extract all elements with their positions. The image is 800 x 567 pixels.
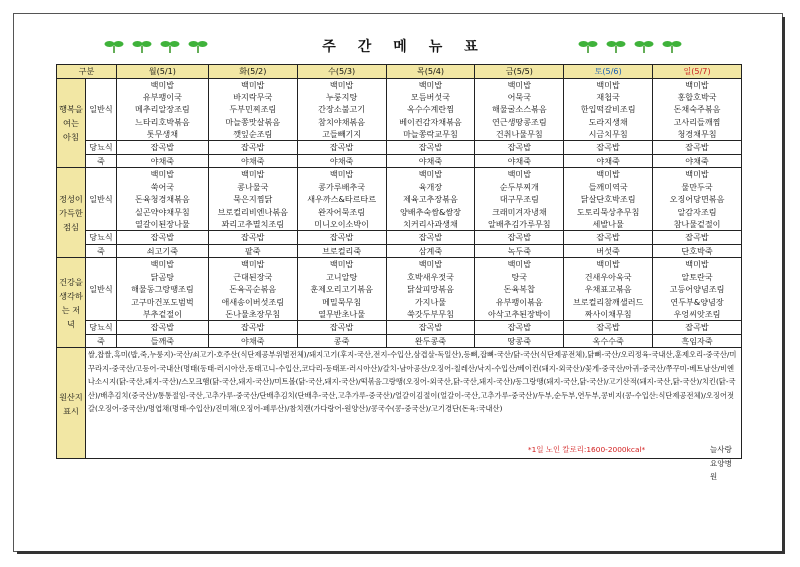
menu-cell-fri [475,258,564,321]
origin-text: 쌀,찹쌀,흑미(밥,죽,누룽지)-국산/쇠고기-호주산(식단제공부위별전체)/돼지고기(후지-국산,전지-수입산,삼겹살-독일산),등뼈,잡뼈-국산/닭-국산(식단제공전체),닭뼈-국산/오리정육-국내산,훈제오리-중국산/미꾸라지-중국산/고등어-국내산(명태(동태-러시아산,동태고니-수입산,코다리-동태포-러시아산)/갈치-남아공산/오징어-칠레산/낙지-수입산/베이컨(돼지-외국산)/꽃게-중국산/아귀-중국산/쭈꾸미-베트남산/비엔나소시지(닭-국산,돼지-국산)/스모크햄(닭-국산,돼지-국산)/미트볼(닭-국산,돼지-국산)/떡볶음그랑땡(오징어-외국산,닭-국산,돼지-국산)/동그랑땡(돼지-국산,닭-국산)/고기산적(돼지-국산,닭-국산)/치킨(닭-국산)/배추김치(중국산)/통통절임-국산,고추가루-중국산/단배추김치(단배추-국산,고추가루-중국산)/얼갈이김절이(얼갈이-국산,고추가루-중국산)/두부,순두부,연두부,콩비지(콩-수입산:식단제공전체)/오징어젓갈(오징어-중국산)/명엽채(명태-수입산)/진미채(오징어-페루산)/참치캔(가다랑어-원양산)/콩국수(콩-중국산)/고기경단(돈육:국내산) *1일 노인 칼로리:1600-2000kcal* 늘사랑요양병원 [85,348,741,459]
porridge-meal-cell-sat: 야채죽 [564,154,653,168]
dish-item: 백미밥 [241,259,265,270]
meal-section-label: 정성이 가득한 점심 [57,168,86,258]
meal-regular-row [57,168,742,231]
dish-item: 백미밥 [329,79,354,90]
dish-item: 유부팽이볶음 [495,296,543,307]
dish-item: 짜사이채무침 [584,308,632,319]
porridge-meal-label: 죽 [85,154,116,168]
porridge-meal-cell-tue: 야채죽 [208,154,297,168]
diabetic-meal-cell-wed: 잡곡밥 [297,141,386,155]
dish-item: 돈육복찹 [503,284,535,295]
meal-regular-row [57,78,742,141]
menu-cell-thu [386,78,475,141]
dish-item: 돈나물초장무침 [225,308,281,319]
dish-item: 한입떡갈비조림 [580,104,636,115]
dish-item: 대구무조림 [499,194,539,205]
dish-item: 고구마건포도범벅 [131,296,194,307]
meal-section-label: 행복을 여는 아침 [57,78,86,168]
dish-item: 들깨미역국 [588,181,628,192]
dish-item: 깻잎순조림 [233,129,273,140]
menu-cell-fri [475,168,564,231]
dish-item: 시금치무침 [588,129,628,140]
dish-item: 백미밥 [596,169,620,180]
dish-item: 톳무생채 [146,129,179,140]
header-day-wed: 수(5/3) [297,65,386,79]
dish-item: 양배추숙쌈&쌈장 [399,206,461,217]
porridge-meal-cell-wed: 콩죽 [297,334,386,348]
dish-item: 완자어묵조림 [318,206,366,217]
diabetic-meal-cell-mon: 잡곡밥 [116,321,208,335]
menu-cell-wed [297,258,386,321]
diabetic-meal-cell-fri: 잡곡밥 [475,231,564,245]
dish-item: 어묵국 [507,91,532,102]
menu-cell-tue [208,78,297,141]
menu-cell-sat [564,168,653,231]
meal-section-label: 건강을 생각하는 저녁 [57,258,86,348]
dish-item: 백미밥 [150,259,175,270]
porridge-meal-cell-tue: 팥죽 [208,244,297,258]
meal-regular-row [57,258,742,321]
diabetic-meal-cell-mon: 잡곡밥 [116,231,208,245]
regular-meal-label: 일반식 [85,168,116,231]
dish-item: 참나물겉절이 [673,219,721,230]
dish-item: 가지나물 [414,296,447,307]
dish-item: 탕국 [511,271,528,282]
dish-item: 건새우아욱국 [584,271,632,282]
porridge-meal-cell-mon: 들깨죽 [116,334,208,348]
dish-item: 닭살단호박조림 [580,194,636,205]
dish-item: 연두부&양념장 [670,296,724,307]
menu-cell-wed [297,78,386,141]
dish-item: 브로컬리비엔나볶음 [217,206,288,217]
dish-item: 고니알탕 [325,271,358,282]
dish-item: 베이컨감자채볶음 [399,116,462,127]
header-day-sat: 토(5/6) [564,65,653,79]
dish-item: 모듬버섯국 [410,91,451,102]
porridge-meal-cell-wed: 브로컬리죽 [297,244,386,258]
dish-item: 고등어양념조림 [669,284,725,295]
dish-item: 간장소불고기 [318,104,366,115]
porridge-meal-cell-wed: 야채죽 [297,154,386,168]
menu-cell-mon [116,258,208,321]
porridge-meal-cell-mon: 쇠고기죽 [116,244,208,258]
porridge-meal-cell-fri: 녹두죽 [475,244,564,258]
diabetic-meal-cell-fri: 잡곡밥 [475,141,564,155]
porridge-meal-cell-mon: 야채죽 [116,154,208,168]
porridge-meal-cell-tue: 야채죽 [208,334,297,348]
diabetic-meal-cell-wed: 잡곡밥 [297,321,386,335]
dish-item: 고들빼기지 [322,129,362,140]
dish-item: 백미밥 [418,79,443,90]
diabetic-meal-cell-sat: 잡곡밥 [564,141,653,155]
diabetic-meal-row [57,141,742,155]
dish-item: 옥수수계란찜 [407,104,454,115]
menu-cell-tue [208,168,297,231]
calorie-note: *1일 노인 칼로리:1600-2000kcal* [527,445,646,455]
dish-item: 육개장 [418,181,443,192]
dish-item: 우채표고볶음 [584,284,632,295]
regular-meal-label: 일반식 [85,258,116,321]
diabetic-meal-cell-sun: 잡곡밥 [653,141,742,155]
dish-item: 쑥갓두부무침 [407,308,454,319]
frame-shadow-bottom [17,551,785,554]
dish-item: 백미밥 [241,169,265,180]
dish-item: 콩나물국 [237,181,269,192]
weekly-menu-table [56,64,742,482]
menu-cell-wed [297,168,386,231]
dish-item: 우엉씨앗조림 [673,308,721,319]
page-title: 주간메뉴표 [322,39,500,55]
dish-item: 세발나물 [592,219,624,230]
dish-item: 마늘쫑맛살볶음 [225,116,281,127]
header-day-fri: 금(5/5) [475,65,564,79]
dish-item: 백미밥 [507,259,532,270]
menu-cell-sun [653,78,742,141]
dish-item: 닭살피망볶음 [407,284,454,295]
dish-item: 백미밥 [241,79,265,90]
dish-item: 미니오이소박이 [314,219,369,230]
porridge-meal-cell-sun: 야채죽 [653,154,742,168]
dish-item: 백미밥 [596,79,620,90]
menu-cell-thu [386,168,475,231]
origin-label: 원산지 표시 [57,348,86,459]
dish-item: 마늘쫑락교무침 [403,129,458,140]
frame-shadow-right [782,17,785,553]
dish-item: 묵은지찜닭 [233,194,273,205]
dish-item: 두부민찌조림 [229,104,277,115]
hospital-name: 늘사랑요양병원 [709,445,732,482]
header-corner: 구분 [57,65,117,79]
dish-item: 백미밥 [685,79,709,90]
dish-item: 열무반초나물 [318,308,366,319]
dish-item: 느타리호박볶음 [135,116,190,127]
regular-meal-label: 일반식 [85,78,116,141]
dish-item: 크래미겨자냉채 [491,206,547,217]
dish-item: 백미밥 [685,169,709,180]
dish-item: 참치야채볶음 [318,116,366,127]
dish-item: 백미밥 [596,259,620,270]
header-row [57,65,742,79]
dish-item: 백미밥 [507,79,532,90]
diabetic-meal-cell-thu: 잡곡밥 [386,321,475,335]
dish-item: 백미밥 [150,169,175,180]
dish-item: 연근생땅콩조림 [491,116,547,127]
menu-cell-sat [564,258,653,321]
dish-item: 애새송이버섯조림 [221,296,285,307]
diabetic-meal-cell-fri: 잡곡밥 [475,321,564,335]
dish-item: 제육고추장볶음 [403,194,458,205]
menu-cell-thu [386,258,475,321]
diabetic-meal-cell-sat: 잡곡밥 [564,231,653,245]
porridge-meal-row [57,244,742,258]
menu-cell-mon [116,78,208,141]
porridge-meal-cell-thu: 완두콩죽 [386,334,475,348]
diabetic-meal-row [57,231,742,245]
menu-cell-sun [653,168,742,231]
dish-item: 청경채무침 [677,129,717,140]
dish-item: 도라지생채 [588,116,628,127]
dish-item: 아삭고추된장박이 [488,308,551,319]
dish-item: 도토리묵상추무침 [576,206,640,217]
dish-item: 알토란국 [681,271,713,282]
porridge-meal-row [57,154,742,168]
header-day-tue: 화(5/2) [208,65,297,79]
dish-item: 백미밥 [329,169,354,180]
porridge-meal-cell-sat: 옥수수죽 [564,334,653,348]
dish-item: 알감자조림 [677,206,717,217]
porridge-meal-label: 죽 [85,334,116,348]
diabetic-meal-cell-sun: 잡곡밥 [653,321,742,335]
diabetic-meal-label: 당뇨식 [85,321,116,335]
diabetic-meal-cell-thu: 잡곡밥 [386,231,475,245]
diabetic-meal-cell-tue: 잡곡밥 [208,141,297,155]
porridge-meal-cell-fri: 땅콩죽 [475,334,564,348]
porridge-meal-cell-thu: 삼계죽 [386,244,475,258]
dish-item: 백미밥 [150,79,175,90]
diabetic-meal-cell-sun: 잡곡밥 [653,231,742,245]
porridge-meal-label: 죽 [85,244,116,258]
diabetic-meal-cell-wed: 잡곡밥 [297,231,386,245]
dish-item: 훈제오리고기볶음 [310,284,373,295]
porridge-meal-cell-thu: 야채죽 [386,154,475,168]
dish-item: 건취나물무침 [495,129,543,140]
note-row [88,442,739,482]
dish-item: 치커리사과생채 [403,219,458,230]
dish-item: 메추리알장조림 [135,104,190,115]
diabetic-meal-cell-mon: 잡곡밥 [116,141,208,155]
dish-item: 돈채숙주볶음 [673,104,721,115]
dish-item: 물만두국 [681,181,713,192]
dish-item: 실곤약야채무침 [135,206,190,217]
dish-item: 백미밥 [507,169,532,180]
menu-cell-sun [653,258,742,321]
dish-item: 메밀묵무침 [322,296,362,307]
dish-item: 해물굴소스볶음 [491,104,547,115]
diabetic-meal-row [57,321,742,335]
dish-item: 닭곰탕 [150,271,175,282]
diabetic-meal-cell-thu: 잡곡밥 [386,141,475,155]
dish-item: 콩가루배추국 [318,181,366,192]
menu-cell-tue [208,258,297,321]
porridge-meal-cell-sat: 버섯죽 [564,244,653,258]
dish-item: 바지락무국 [233,91,273,102]
dish-item: 백미밥 [685,259,709,270]
dish-item: 돈육청경채볶음 [135,194,190,205]
diabetic-meal-cell-sat: 잡곡밥 [564,321,653,335]
header-day-sun: 일(5/7) [653,65,742,79]
dish-item: 열갈이된장나물 [135,219,190,230]
dish-item: 알배추김가루무침 [488,219,551,230]
porridge-meal-row [57,334,742,348]
dish-item: 유부팽이국 [142,91,182,102]
diabetic-meal-label: 당뇨식 [85,231,116,245]
dish-item: 브로컬리참깨샐러드 [572,296,644,307]
dish-item: 백미밥 [329,259,354,270]
header-day-mon: 월(5/1) [116,65,208,79]
dish-item: 돈육곡순볶음 [229,284,277,295]
dish-item: 근대된장국 [233,271,273,282]
dish-item: 홍합호박국 [677,91,717,102]
porridge-meal-cell-sun: 흑임자죽 [653,334,742,348]
dish-item: 백미밥 [418,259,443,270]
menu-cell-sat [564,78,653,141]
dish-item: 부추겉절이 [142,308,182,319]
dish-item: 순두부찌개 [499,181,539,192]
dish-item: 재첩국 [596,91,620,102]
dish-item: 쑥어국 [150,181,175,192]
dish-item: 고사리들깨찜 [673,116,721,127]
dish-item: 누룽지탕 [325,91,358,102]
dish-item: 새우까스&타르타르 [307,194,377,205]
dish-item: 백미밥 [418,169,443,180]
dish-item: 꽈리고추멸치조림 [221,219,285,230]
diabetic-meal-cell-tue: 잡곡밥 [208,321,297,335]
menu-cell-fri [475,78,564,141]
dish-item: 호박새우젓국 [407,271,454,282]
dish-item: 오징어당면볶음 [669,194,725,205]
porridge-meal-cell-fri: 야채죽 [475,154,564,168]
diabetic-meal-label: 당뇨식 [85,141,116,155]
dish-item: 해물동그랑땡조림 [131,284,194,295]
porridge-meal-cell-sun: 단호박죽 [653,244,742,258]
diabetic-meal-cell-tue: 잡곡밥 [208,231,297,245]
origin-row [57,348,742,459]
header-day-thu: 목(5/4) [386,65,475,79]
menu-cell-mon [116,168,208,231]
